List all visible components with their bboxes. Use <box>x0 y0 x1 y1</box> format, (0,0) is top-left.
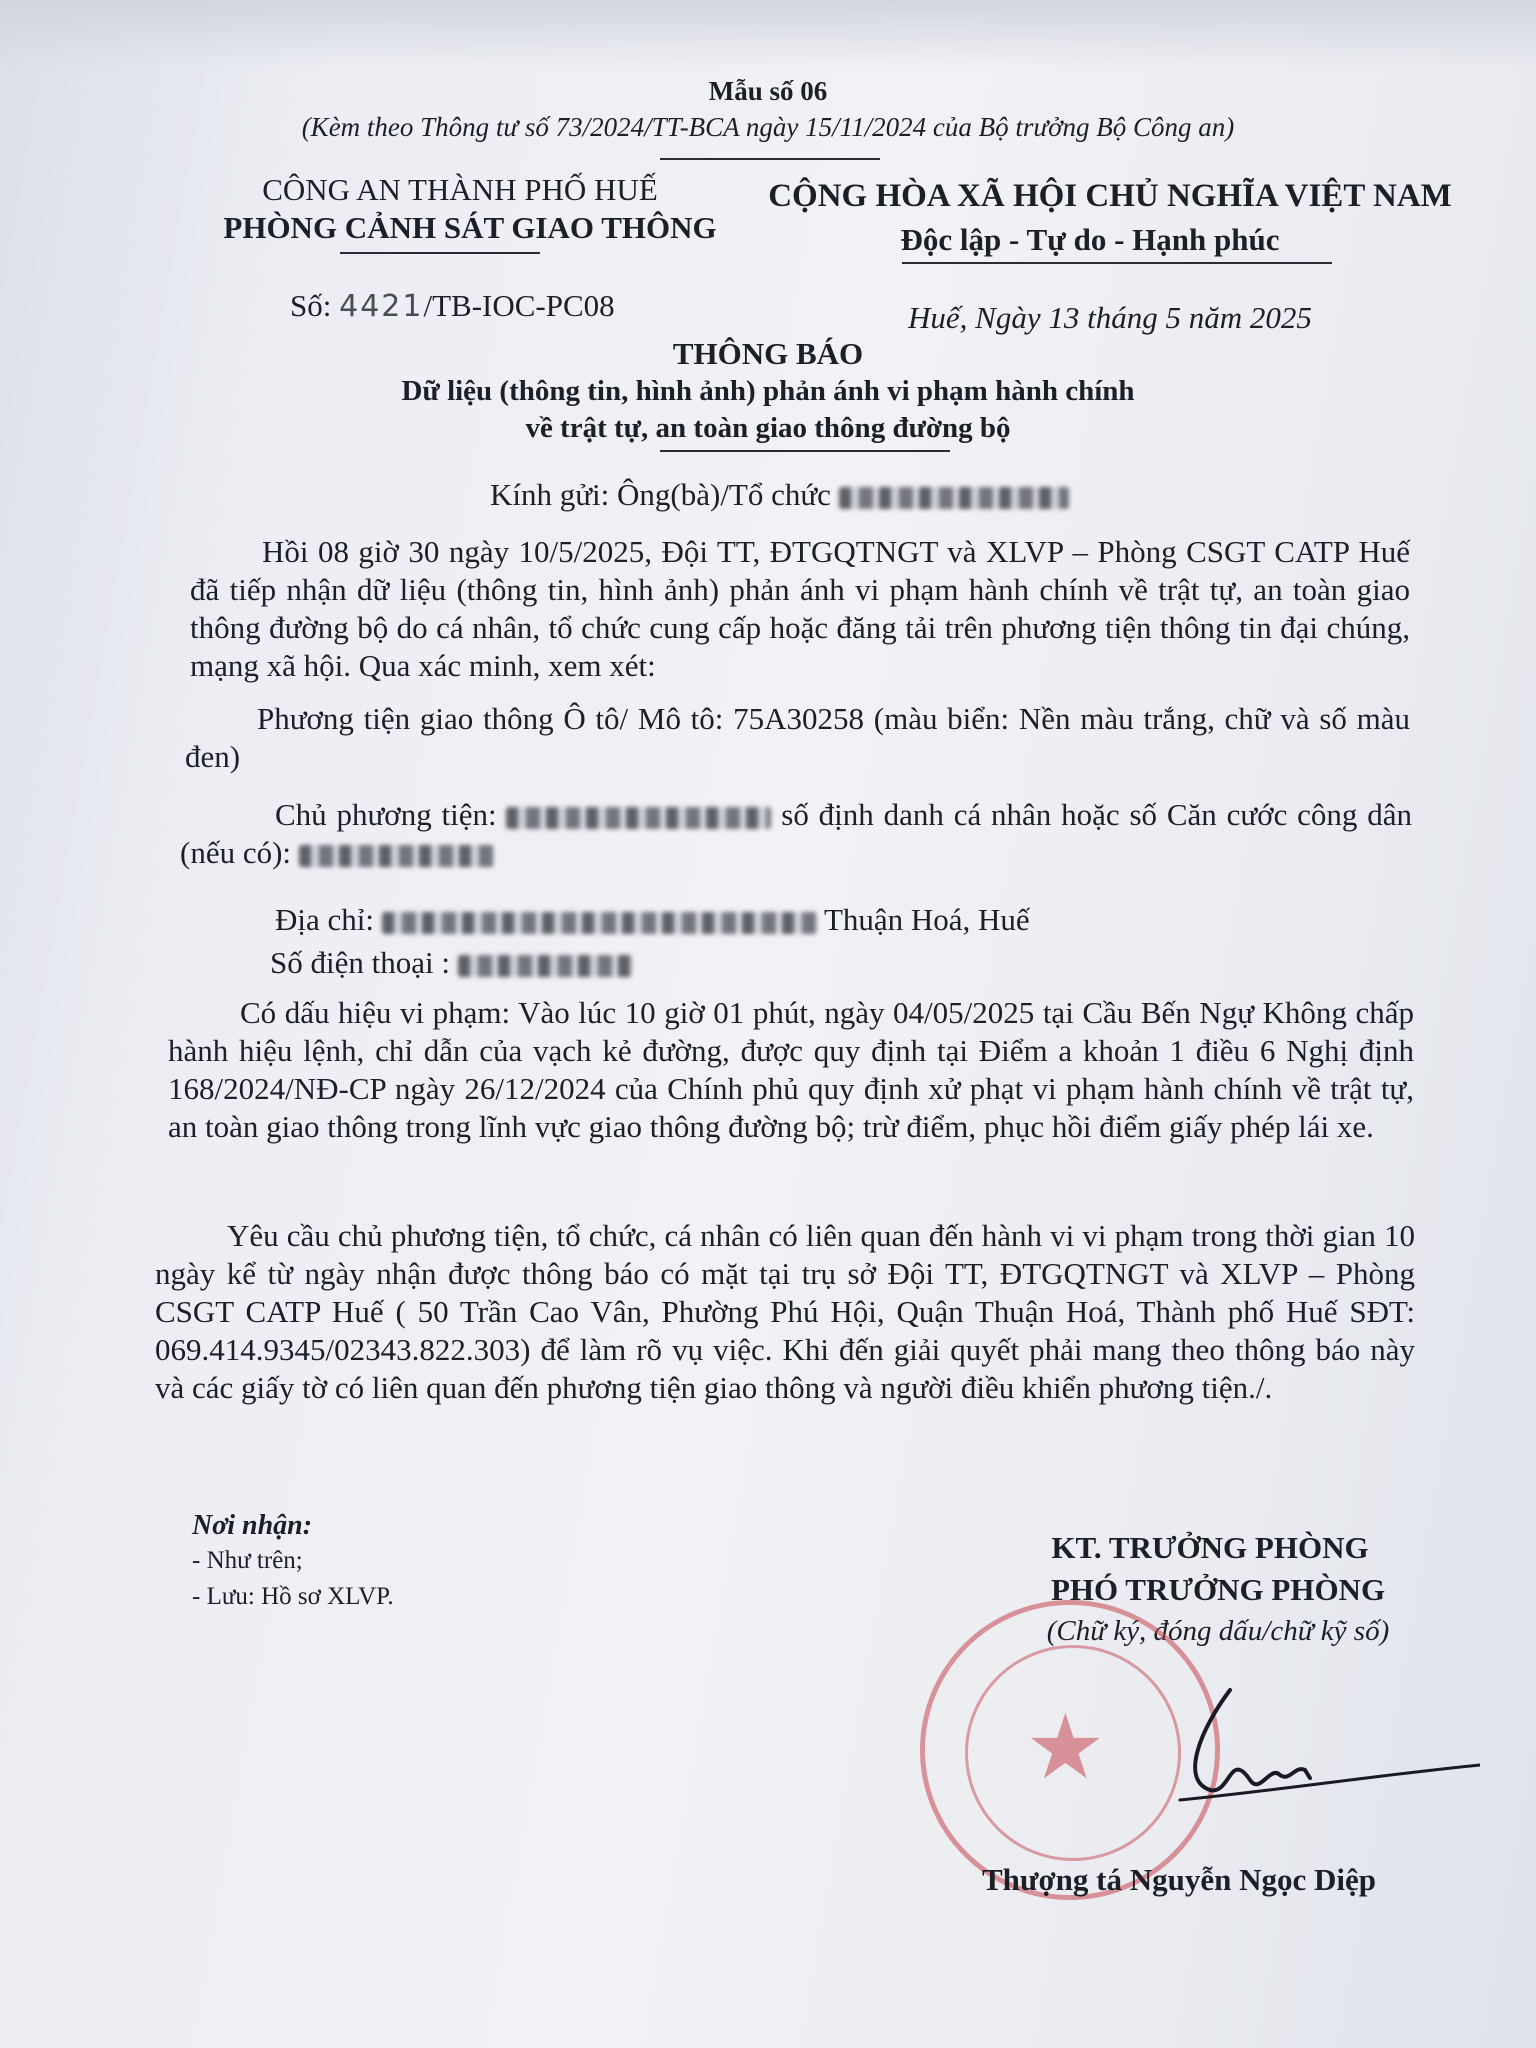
doc-no-suffix: /TB-IOC-PC08 <box>423 288 615 323</box>
nation-name: CỘNG HÒA XÃ HỘI CHỦ NGHĨA VIỆT NAM <box>768 178 1452 214</box>
recipient-label: Kính gửi: Ông(bà)/Tổ chức <box>490 477 831 512</box>
agency-underline <box>340 252 540 254</box>
recipient-line <box>490 477 1069 513</box>
document-subtitle-1: Dữ liệu (thông tin, hình ảnh) phản ánh vi phạm hành chính <box>401 375 1135 407</box>
redacted-address <box>382 912 817 934</box>
redacted-owner <box>506 807 771 829</box>
signature-title-1: KT. TRƯỞNG PHÒNG <box>1051 1530 1369 1565</box>
owner-label: Chủ phương tiện: <box>275 797 497 832</box>
agency-department: PHÒNG CẢNH SÁT GIAO THÔNG <box>223 210 717 245</box>
redacted-recipient <box>839 487 1069 509</box>
star-icon: ★ <box>1025 1699 1106 1798</box>
motto-underline <box>902 262 1332 264</box>
address-tail: Thuận Hoá, Huế <box>823 902 1030 937</box>
recipients-item-2: - Lưu: Hồ sơ XLVP. <box>192 1583 394 1610</box>
request-paragraph: Yêu cầu chủ phương tiện, tổ chức, cá nhân có liên quan đến hành vi vi phạm trong thời gian 10 ngày kể từ ngày nhận được thông báo có mặt tại trụ sở Đội TT, ĐTGQTNGT và XLVP – Phòng CSGT CATP Huế ( 50 Trần Cao Vân, Phường Phú Hội, Quận Thuận Hoá, Thành phố Huế SĐT: 069.414.9345/02343.822.303) để làm rõ vụ việc. Khi đến giải quyết phải mang theo thông báo này và các giấy tờ có liên quan đến phương tiện giao thông và người điều khiển phương tiện./. <box>155 1218 1415 1405</box>
divider <box>660 158 880 160</box>
redacted-phone <box>458 955 633 977</box>
title-underline <box>660 450 950 452</box>
document-number <box>290 288 615 324</box>
doc-no-handwritten: 4421 <box>339 289 424 324</box>
recipients-item-1: - Như trên; <box>192 1547 303 1574</box>
signature-title-2: PHÓ TRƯỞNG PHÒNG <box>1050 1572 1386 1607</box>
violation-description: Có dấu hiệu vi phạm: Vào lúc 10 giờ 01 phút, ngày 04/05/2025 tại Cầu Bến Ngự Không chấp hành hiệu lệnh, chỉ dẫn của vạch kẻ đường, được quy định tại Điểm a khoản 1 điều 6 Nghị định 168/2024/NĐ-CP ngày 26/12/2024 của Chính phủ quy định xử phạt vi phạm hành chính về trật tự, an toàn giao thông trong lĩnh vực giao thông đường bộ; trừ điểm, phục hồi điểm giấy phép lái xe. <box>168 995 1414 1144</box>
phone-line <box>270 945 633 981</box>
nation-motto: Độc lập - Tự do - Hạnh phúc <box>900 222 1280 257</box>
owner-info <box>180 796 1412 872</box>
handwritten-signature <box>1080 1670 1480 1830</box>
doc-no-label: Số: <box>290 288 332 323</box>
recipients-title: Nơi nhận: <box>192 1510 313 1541</box>
document-title: THÔNG BÁO <box>672 336 864 371</box>
redacted-owner-id <box>299 845 494 867</box>
document-subtitle-2: về trật tự, an toàn giao thông đường bộ <box>525 412 1011 444</box>
signature-note: (Chữ ký, đóng dấu/chữ kỹ số) <box>1046 1615 1390 1647</box>
signer-name: Thượng tá Nguyễn Ngọc Diệp <box>982 1862 1377 1897</box>
vehicle-info: Phương tiện giao thông Ô tô/ Mô tô: 75A30258 (màu biển: Nền màu trắng, chữ và số màu đen) <box>185 701 1410 774</box>
phone-label: Số điện thoại : <box>270 945 450 980</box>
form-note: (Kèm theo Thông tư số 73/2024/TT-BCA ngày 15/11/2024 của Bộ trưởng Bộ Công an) <box>301 112 1235 142</box>
place-date: Huế, Ngày 13 tháng 5 năm 2025 <box>908 300 1312 335</box>
agency-name: CÔNG AN THÀNH PHỐ HUẾ <box>262 172 658 207</box>
paragraph-received: Hồi 08 giờ 30 ngày 10/5/2025, Đội TT, ĐTGQTNGT và XLVP – Phòng CSGT CATP Huế đã tiếp nhận dữ liệu (thông tin, hình ảnh) phản ánh vi phạm hành chính về trật tự, an toàn giao thông đường bộ do cá nhân, tổ chức cung cấp hoặc đăng tải trên phương tiện thông tin đại chúng, mạng xã hội. Qua xác minh, xem xét: <box>190 534 1410 683</box>
address-line <box>275 902 1030 938</box>
address-label: Địa chỉ: <box>275 902 374 937</box>
owner-id-label: số định danh cá nhân hoặc số Căn cước công dân (nếu có): <box>180 797 1412 870</box>
page-shadow <box>0 0 1536 70</box>
form-number: Mẫu số 06 <box>708 76 828 106</box>
